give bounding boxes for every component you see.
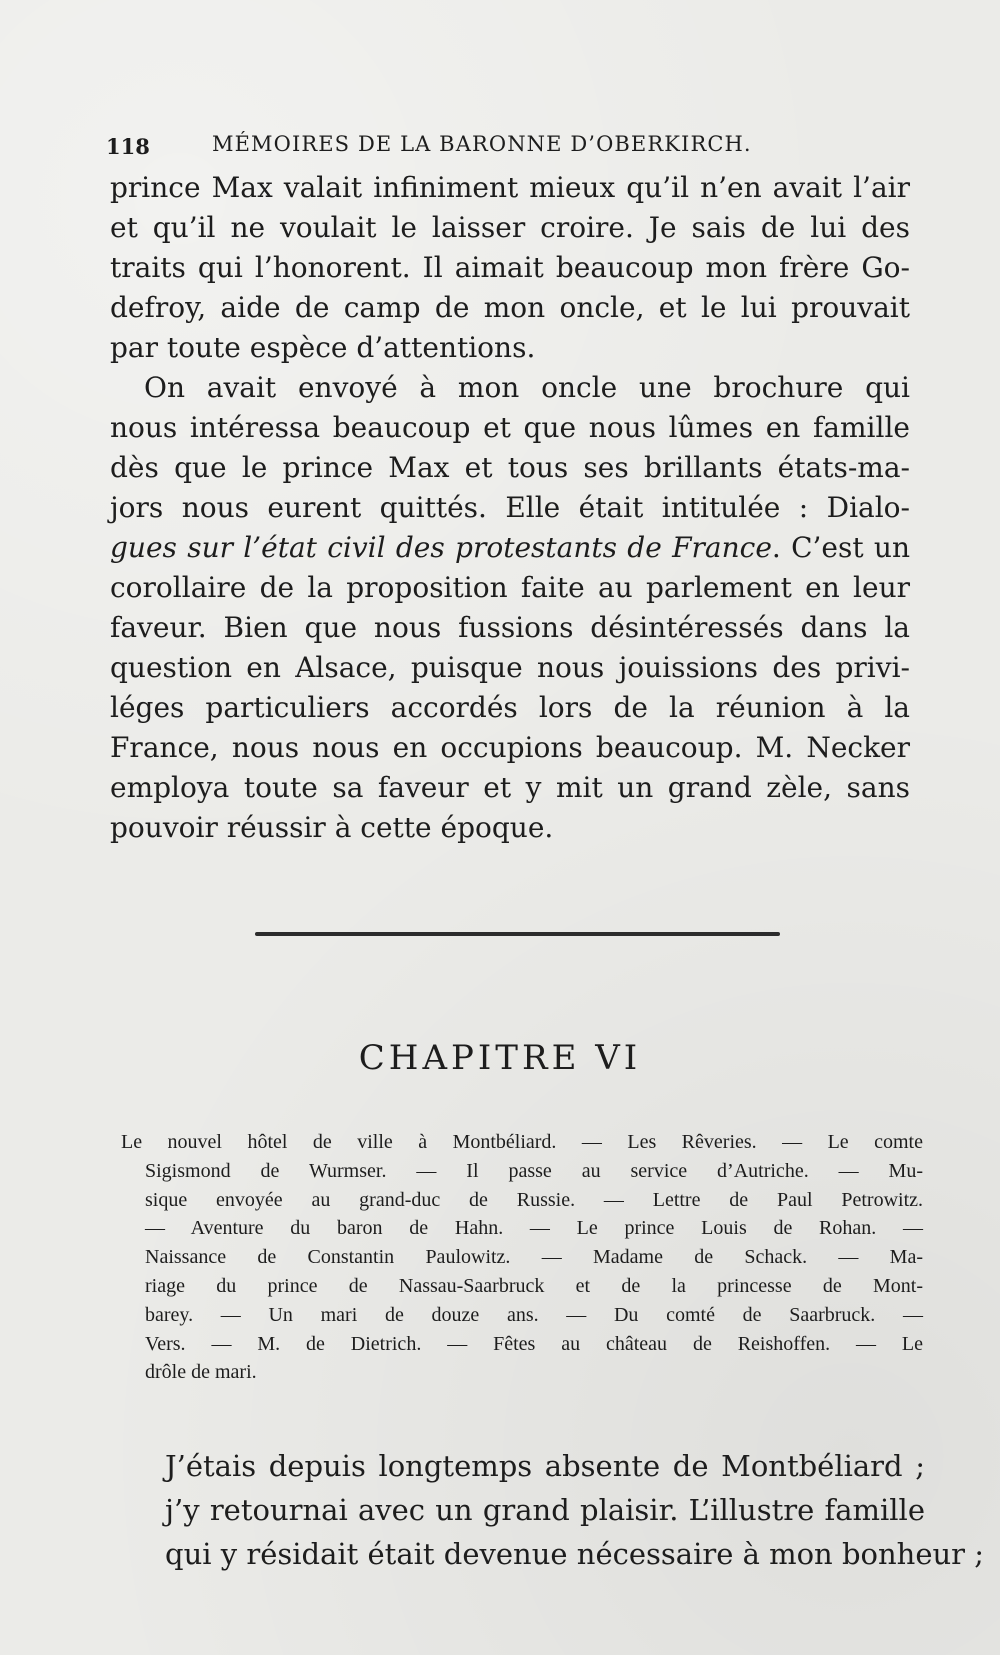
- top-paragraph: [110, 168, 910, 368]
- summary-line: — Aventure du baron de Hahn. — Le prince Louis de Rohan. —: [145, 1217, 923, 1240]
- second-paragraph-line: corollaire de la proposition faite au parlement en leur: [110, 571, 910, 604]
- summary-line: sique envoyée au grand-duc de Russie. — Lettre de Paul Petrowitz.: [145, 1188, 923, 1211]
- opening-paragraph-line: j’y retournai avec un grand plaisir. L’illustre famille: [165, 1493, 925, 1527]
- chapter-opening-paragraph: [165, 1444, 985, 1576]
- second-paragraph-line: dès que le prince Max et tous ses brillants états-ma-: [110, 451, 910, 484]
- page-header: [106, 122, 866, 162]
- summary-line: barey. — Un mari de douze ans. — Du comté de Saarbruck. —: [145, 1303, 923, 1326]
- second-paragraph-line: On avait envoyé à mon oncle une brochure qui: [144, 371, 910, 404]
- chapter-title: CHAPITRE VI: [358, 1038, 642, 1078]
- summary-line: Vers. — M. de Dietrich. — Fêtes au château de Reishoffen. — Le: [145, 1332, 923, 1355]
- second-paragraph-line: faveur. Bien que nous fussions désintéressés dans la: [110, 611, 910, 644]
- second-paragraph-line: France, nous nous en occupions beaucoup. M. Necker: [110, 731, 910, 764]
- second-paragraph: [110, 368, 910, 848]
- chapter-summary: [121, 1128, 923, 1387]
- summary-line: Le nouvel hôtel de ville à Montbéliard. — Les Rêveries. — Le comte: [121, 1131, 923, 1153]
- top-paragraph-line: et qu’il ne voulait le laisser croire. Je sais de lui des: [110, 211, 910, 244]
- opening-paragraph-line: qui y résidait était devenue nécessaire à mon bonheur ;: [165, 1537, 985, 1571]
- page-number: 118: [106, 134, 150, 159]
- second-paragraph-line: léges particuliers accordés lors de la réunion à la: [110, 691, 910, 724]
- second-paragraph-line: question en Alsace, puisque nous jouissions des privi-: [110, 651, 910, 684]
- section-divider: [255, 932, 780, 936]
- opening-paragraph-line: J’étais depuis longtemps absente de Montbéliard ;: [165, 1449, 925, 1483]
- second-paragraph-line: [110, 528, 910, 568]
- second-paragraph-line: pouvoir réussir à cette époque.: [110, 811, 554, 844]
- summary-line: Sigismond de Wurmser. — Il passe au service d’Autriche. — Mu-: [145, 1159, 923, 1182]
- summary-line: drôle de mari.: [145, 1361, 257, 1384]
- summary-line: riage du prince de Nassau-Saarbruck et de la princesse de Mont-: [145, 1274, 923, 1297]
- second-paragraph-line: employa toute sa faveur et y mit un grand zèle, sans: [110, 771, 910, 804]
- top-paragraph-line: defroy, aide de camp de mon oncle, et le lui prouvait: [110, 291, 910, 324]
- top-paragraph-line: par toute espèce d’attentions.: [110, 331, 536, 364]
- running-title: MÉMOIRES DE LA BARONNE D’OBERKIRCH.: [212, 132, 752, 156]
- second-paragraph-line: nous intéressa beaucoup et que nous lûmes en famille: [110, 411, 910, 444]
- top-paragraph-line: traits qui l’honorent. Il aimait beaucoup mon frère Go-: [110, 251, 910, 284]
- top-paragraph-line: prince Max valait infiniment mieux qu’il n’en avait l’air: [110, 171, 910, 204]
- second-paragraph-line: jors nous eurent quittés. Elle était intitulée : Dialo-: [110, 491, 910, 524]
- line-continuation: . C’est un: [771, 531, 910, 564]
- italic-title-fragment: gues sur l’état civil des protestants de France: [110, 531, 772, 564]
- summary-line: Naissance de Constantin Paulowitz. — Madame de Schack. — Ma-: [145, 1246, 923, 1269]
